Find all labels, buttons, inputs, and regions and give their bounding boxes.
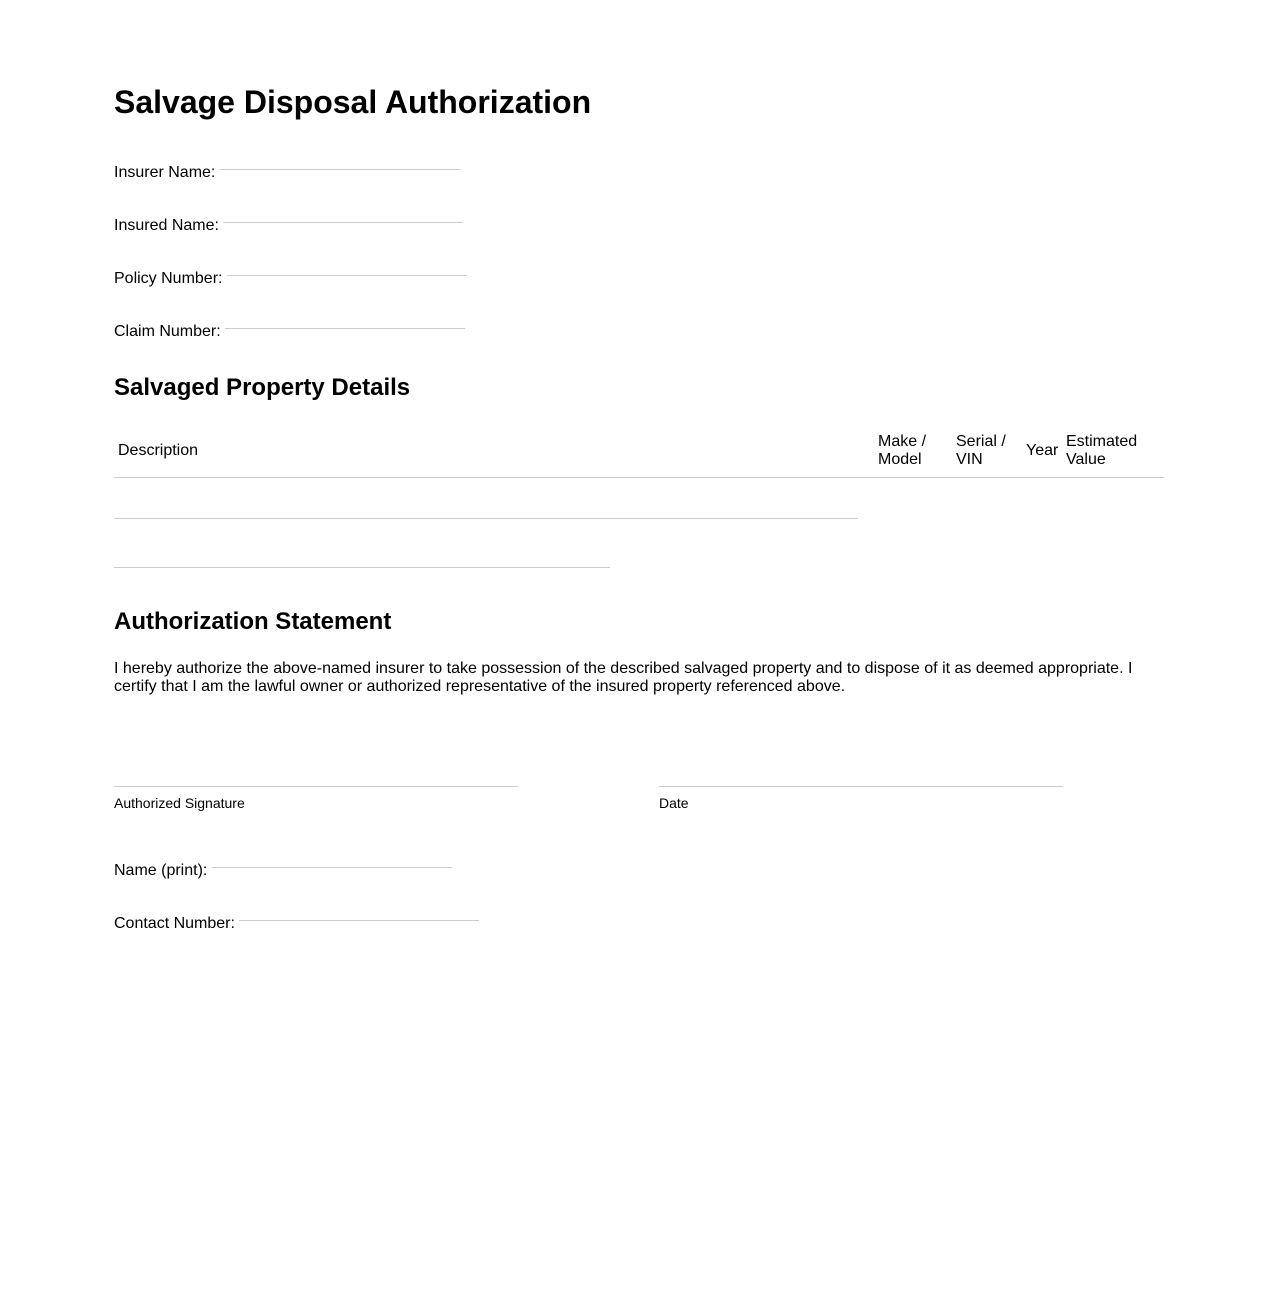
insured-name-label: Insured Name: bbox=[114, 217, 219, 234]
policy-number-label: Policy Number: bbox=[114, 270, 223, 287]
col-header-serial-vin-line2: VIN bbox=[956, 451, 983, 468]
col-header-estimated-value-line2: Value bbox=[1066, 451, 1106, 468]
date-label: Date bbox=[659, 795, 689, 811]
col-header-make-model-line1: Make / bbox=[878, 433, 927, 450]
claim-number-field[interactable] bbox=[225, 328, 465, 329]
col-header-make-model-line2: Model bbox=[878, 451, 922, 468]
col-header-year: Year bbox=[1026, 442, 1059, 459]
col-header-serial-vin bbox=[956, 433, 1006, 469]
date-line[interactable] bbox=[659, 786, 1063, 787]
print-name-label: Name (print): bbox=[114, 862, 208, 879]
col-header-make-model bbox=[878, 433, 926, 469]
insurer-name-label: Insurer Name: bbox=[114, 164, 216, 181]
policy-number-field[interactable] bbox=[227, 275, 467, 276]
property-entry-line-1[interactable] bbox=[114, 518, 858, 519]
col-header-serial-vin-line1: Serial / bbox=[956, 433, 1006, 450]
authorization-statement: I hereby authorize the above-named insurer to take possession of the described salvaged property and to dispose of it as deemed appropriate. I certify that I am the lawful owner or authorized representative of the insured property referenced above. bbox=[114, 660, 1133, 695]
contact-number-field[interactable] bbox=[239, 920, 479, 921]
col-header-estimated-value bbox=[1066, 433, 1137, 469]
insured-name-field[interactable] bbox=[223, 222, 463, 223]
table-header-divider bbox=[114, 477, 1164, 478]
claim-number-label: Claim Number: bbox=[114, 323, 221, 340]
insurer-name-field[interactable] bbox=[220, 169, 460, 170]
col-header-description: Description bbox=[118, 442, 199, 459]
property-entry-line-2[interactable] bbox=[114, 567, 610, 568]
signature-line[interactable] bbox=[114, 786, 518, 787]
signature-label: Authorized Signature bbox=[114, 795, 245, 811]
print-name-field[interactable] bbox=[212, 867, 452, 868]
contact-number-label: Contact Number: bbox=[114, 915, 235, 932]
authorization-heading: Authorization Statement bbox=[114, 608, 392, 635]
page-title: Salvage Disposal Authorization bbox=[114, 84, 592, 120]
col-header-estimated-value-line1: Estimated bbox=[1066, 433, 1138, 450]
property-details-heading: Salvaged Property Details bbox=[114, 374, 411, 401]
